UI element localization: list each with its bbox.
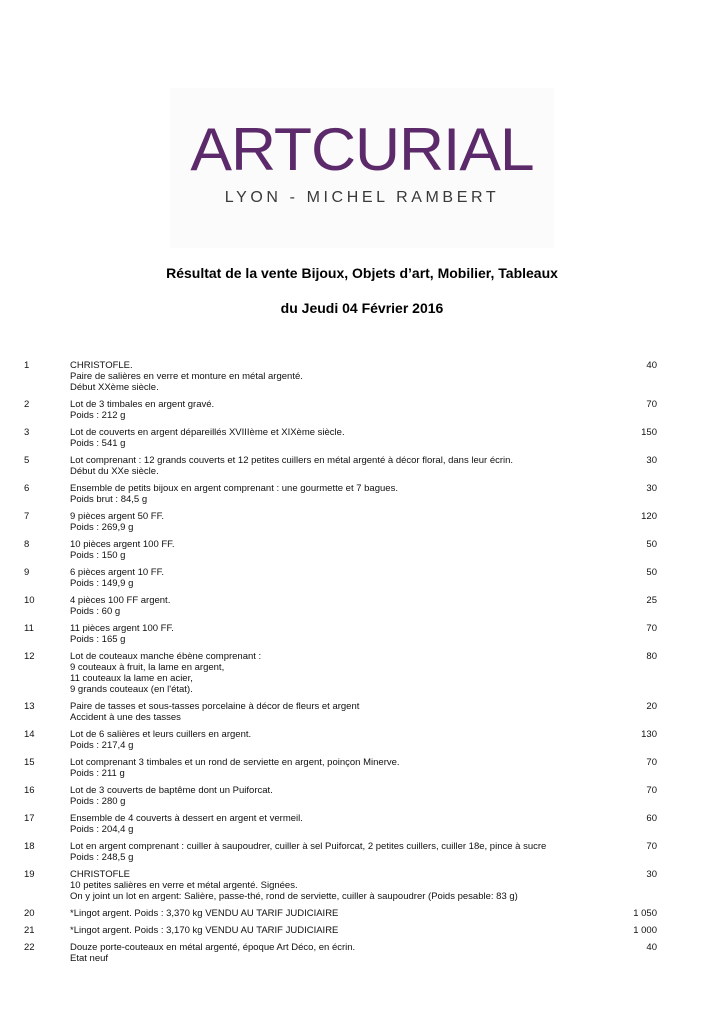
lot-description-line: Poids : 541 g <box>70 438 126 449</box>
lot-row <box>0 511 724 533</box>
lot-number: 1 <box>24 360 30 371</box>
lot-price: 30 <box>646 483 657 494</box>
lot-price: 1 000 <box>633 925 657 936</box>
lot-description-line: Lot en argent comprenant : cuiller à saupoudrer, cuiller à sel Puiforcat, 2 petites cuillers, cuiller 18e, pince à sucre <box>70 841 547 852</box>
lot-number: 9 <box>24 567 30 578</box>
lot-description-line: CHRISTOFLE. <box>70 360 133 371</box>
lot-price: 70 <box>646 757 657 768</box>
lot-description-line: 11 pièces argent 100 FF. <box>70 623 174 634</box>
artcurial-logo <box>170 88 554 248</box>
lot-price: 40 <box>646 360 657 371</box>
lot-description-line: Poids : 269,9 g <box>70 522 134 533</box>
lot-description <box>70 360 570 393</box>
logo-brand-text: ARTCURIAL <box>190 116 534 183</box>
lot-description <box>70 925 570 936</box>
lot-number: 11 <box>24 623 34 634</box>
lot-price: 150 <box>641 427 657 438</box>
lot-description-line: Poids : 204,4 g <box>70 824 134 835</box>
lot-description <box>70 651 570 695</box>
lot-row <box>0 869 724 902</box>
lot-description-line: Ensemble de petits bijoux en argent comprenant : une gourmette et 7 bagues. <box>70 483 398 494</box>
lot-price: 40 <box>646 942 657 953</box>
lot-price: 70 <box>646 399 657 410</box>
lot-description-line: CHRISTOFLE <box>70 869 131 880</box>
lot-description <box>70 729 570 751</box>
lot-row <box>0 942 724 964</box>
lot-description <box>70 942 570 964</box>
lot-row <box>0 651 724 695</box>
lot-description <box>70 757 570 779</box>
lot-description-line: Lot comprenant : 12 grands couverts et 12 petites cuillers en métal argenté à décor floral, dans leur écrin. <box>70 455 514 466</box>
lot-description-line: *Lingot argent. Poids : 3,370 kg VENDU AU TARIF JUDICIAIRE <box>70 908 339 919</box>
lot-description-line: Poids : 280 g <box>70 796 126 807</box>
lot-number: 20 <box>24 908 35 919</box>
lot-description <box>70 841 570 863</box>
lot-price: 25 <box>646 595 657 606</box>
lot-description-line: 10 pièces argent 100 FF. <box>70 539 175 550</box>
lot-description-line: Début du XXe siècle. <box>70 466 159 477</box>
lot-number: 2 <box>24 399 30 410</box>
lot-price: 50 <box>646 539 657 550</box>
lot-row <box>0 729 724 751</box>
lot-row <box>0 427 724 449</box>
lot-description <box>70 701 570 723</box>
lot-description <box>70 567 570 589</box>
lot-description <box>70 539 570 561</box>
lot-description-line: Poids brut : 84,5 g <box>70 494 148 505</box>
lot-description-line: 9 pièces argent 50 FF. <box>70 511 164 522</box>
lot-description-line: Lot de couverts en argent dépareillés XVIIIème et XIXème siècle. <box>70 427 345 438</box>
lot-description-line: *Lingot argent. Poids : 3,170 kg VENDU AU TARIF JUDICIAIRE <box>70 925 339 936</box>
lot-number: 13 <box>24 701 35 712</box>
lot-description-line: Poids : 211 g <box>70 768 125 779</box>
lot-description-line: 9 grands couteaux (en l'état). <box>70 684 193 695</box>
lot-number: 14 <box>24 729 35 740</box>
lot-description-line: Accident à une des tasses <box>70 712 181 723</box>
lot-description-line: Lot de 3 couverts de baptême dont un Puiforcat. <box>70 785 273 796</box>
page-title: Résultat de la vente Bijoux, Objets d’art, Mobilier, Tableaux <box>166 265 558 281</box>
lot-price: 30 <box>646 869 657 880</box>
lot-description-line: Etat neuf <box>70 953 109 964</box>
lot-row <box>0 701 724 723</box>
lot-description-line: Poids : 149,9 g <box>70 578 134 589</box>
lot-row <box>0 455 724 477</box>
lot-number: 15 <box>24 757 35 768</box>
logo-subtitle: LYON - MICHEL RAMBERT <box>224 189 500 206</box>
lot-description-line: Poids : 60 g <box>70 606 121 617</box>
lot-description-line: Poids : 165 g <box>70 634 126 645</box>
lot-list <box>0 360 724 970</box>
lot-number: 19 <box>24 869 35 880</box>
lot-description <box>70 427 570 449</box>
lot-description-line: 4 pièces 100 FF argent. <box>70 595 171 606</box>
lot-description <box>70 595 570 617</box>
lot-price: 1 050 <box>633 908 657 919</box>
lot-number: 17 <box>24 813 35 824</box>
lot-number: 5 <box>24 455 30 466</box>
lot-description-line: 9 couteaux à fruit, la lame en argent, <box>70 662 225 673</box>
lot-row <box>0 539 724 561</box>
lot-row <box>0 595 724 617</box>
lot-description <box>70 785 570 807</box>
lot-description-line: 10 petites salières en verre et métal argenté. Signées. <box>70 880 298 891</box>
lot-description-line: Lot de 6 salières et leurs cuillers en argent. <box>70 729 252 740</box>
lot-number: 21 <box>24 925 35 936</box>
lot-row <box>0 785 724 807</box>
lot-description-line: Début XXème siècle. <box>70 382 159 393</box>
lot-description <box>70 869 570 902</box>
lot-description-line: Lot comprenant 3 timbales et un rond de serviette en argent, poinçon Minerve. <box>70 757 400 768</box>
lot-description <box>70 623 570 645</box>
lot-price: 70 <box>646 623 657 634</box>
lot-description-line: Poids : 248,5 g <box>70 852 134 863</box>
lot-price: 20 <box>646 701 657 712</box>
lot-price: 50 <box>646 567 657 578</box>
lot-description-line: Lot de couteaux manche ébène comprenant : <box>70 651 262 662</box>
lot-description-line: Paire de salières en verre et monture en métal argenté. <box>70 371 303 382</box>
lot-number: 7 <box>24 511 30 522</box>
lot-description <box>70 455 570 477</box>
lot-row <box>0 757 724 779</box>
lot-row <box>0 925 724 936</box>
lot-price: 30 <box>646 455 657 466</box>
lot-price: 80 <box>646 651 657 662</box>
lot-description-line: Paire de tasses et sous-tasses porcelaine à décor de fleurs et argent <box>70 701 360 712</box>
lot-description <box>70 399 570 421</box>
lot-description-line: 6 pièces argent 10 FF. <box>70 567 164 578</box>
lot-price: 70 <box>646 841 657 852</box>
lot-description-line: Douze porte-couteaux en métal argenté, époque Art Déco, en écrin. <box>70 942 356 953</box>
lot-price: 60 <box>646 813 657 824</box>
lot-price: 120 <box>641 511 657 522</box>
lot-row <box>0 360 724 393</box>
lot-description <box>70 511 570 533</box>
lot-row <box>0 567 724 589</box>
lot-price: 70 <box>646 785 657 796</box>
lot-description-line: On y joint un lot en argent: Salière, passe-thé, rond de serviette, cuiller à saupoudrer (Poids pesable: 83 g) <box>70 891 518 902</box>
lot-price: 130 <box>641 729 657 740</box>
lot-description <box>70 908 570 919</box>
lot-number: 12 <box>24 651 35 662</box>
lot-description-line: Poids : 150 g <box>70 550 126 561</box>
lot-description <box>70 483 570 505</box>
lot-description-line: Poids : 212 g <box>70 410 126 421</box>
lot-number: 18 <box>24 841 35 852</box>
sale-date: du Jeudi 04 Février 2016 <box>280 300 444 316</box>
lot-description-line: Ensemble de 4 couverts à dessert en argent et vermeil. <box>70 813 303 824</box>
lot-row <box>0 841 724 863</box>
lot-row <box>0 908 724 919</box>
lot-row <box>0 623 724 645</box>
lot-description-line: 11 couteaux la lame en acier, <box>70 673 193 684</box>
lot-number: 16 <box>24 785 35 796</box>
lot-description-line: Poids : 217,4 g <box>70 740 134 751</box>
lot-row <box>0 813 724 835</box>
lot-number: 10 <box>24 595 35 606</box>
lot-row <box>0 483 724 505</box>
lot-number: 8 <box>24 539 30 550</box>
lot-row <box>0 399 724 421</box>
lot-number: 22 <box>24 942 35 953</box>
lot-number: 6 <box>24 483 30 494</box>
lot-description-line: Lot de 3 timbales en argent gravé. <box>70 399 215 410</box>
lot-description <box>70 813 570 835</box>
lot-number: 3 <box>24 427 30 438</box>
